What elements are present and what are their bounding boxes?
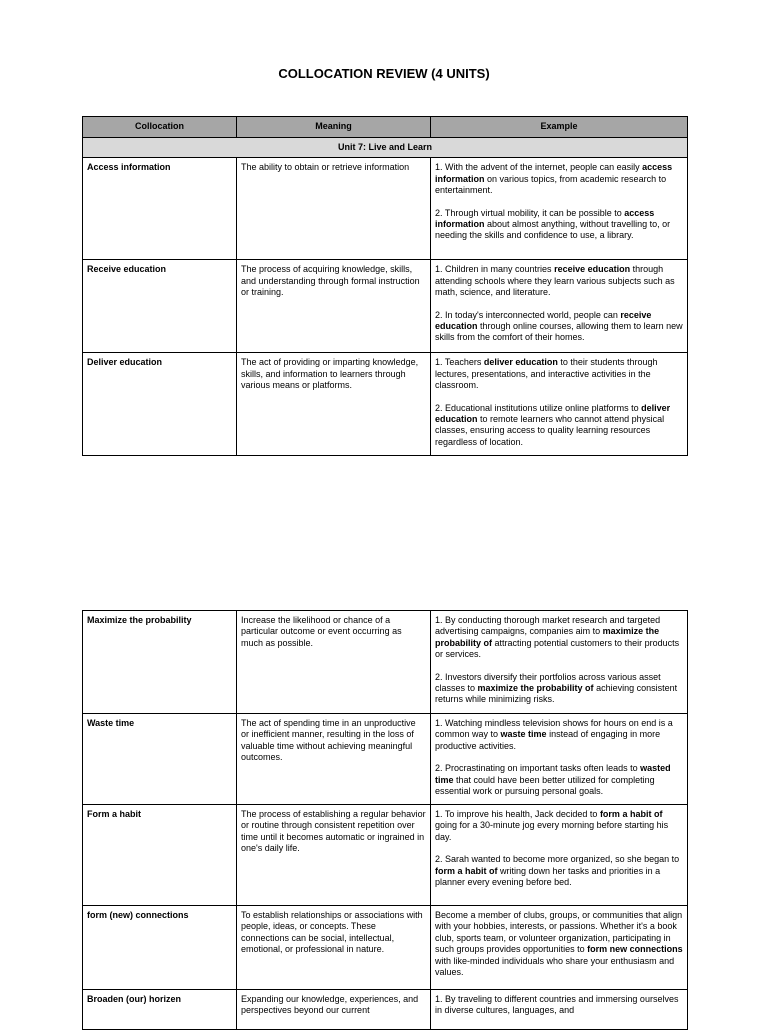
example-cell: [431, 714, 688, 805]
header-example: Example: [431, 117, 688, 138]
example-text: 1. With the advent of the internet, people can easily: [435, 162, 643, 173]
example-text: 1. To improve his health, Jack decided to: [435, 809, 600, 819]
collocation-highlight: deliver education: [435, 402, 671, 425]
example-sentence: [435, 809, 683, 843]
unit-label: Unit 7: Live and Learn: [83, 138, 688, 158]
example-text: 2. Procrastinating on important tasks often leads to: [435, 763, 641, 774]
collocation-highlight: deliver education: [483, 357, 558, 368]
example-cell: [431, 805, 688, 906]
table-row: [83, 906, 688, 990]
meaning-cell: Expanding our knowledge, experiences, and perspectives beyond our current: [237, 990, 431, 1030]
collocation-highlight: form new connections: [587, 944, 683, 955]
collocation-highlight: maximize the probability of: [435, 626, 660, 648]
example-text: through attending schools where they learn various subjects such as math, science, and literature.: [435, 264, 675, 298]
meaning-cell: The process of establishing a regular behavior or routine through consistent repetition over time until it becomes automatic or ingrained in one's daily life.: [237, 805, 431, 906]
example-cell: [431, 158, 688, 260]
collocation-highlight: access information: [435, 207, 655, 230]
example-text: writing down her tasks and priorities in a planner every evening before bed.: [435, 865, 661, 888]
table-row: [83, 353, 688, 456]
example-cell: [431, 260, 688, 353]
collocation-cell: Form a habit: [83, 805, 237, 906]
collocation-highlight: receive education: [435, 309, 652, 332]
meaning-cell: The process of acquiring knowledge, skills, and understanding through formal instruction or training.: [237, 260, 431, 353]
example-sentence: [435, 615, 683, 661]
collocation-table: [82, 116, 688, 456]
example-text: to their students through lectures, presentations, and interactive activities in the classroom.: [435, 357, 658, 391]
collocation-table-continued: [82, 610, 688, 1030]
collocation-cell: Deliver education: [83, 353, 237, 456]
example-sentence: [435, 763, 683, 797]
collocation-highlight: form a habit of: [599, 809, 663, 819]
collocation-cell: Access information: [83, 158, 237, 260]
meaning-cell: The act of providing or imparting knowledge, skills, and information to learners through various means or platforms.: [237, 353, 431, 456]
example-text: with like-minded individuals who share your enthusiasm and values.: [435, 955, 675, 978]
example-sentence: [435, 718, 683, 752]
example-cell: [431, 353, 688, 456]
example-cell: [431, 611, 688, 714]
example-text: 1. By conducting thorough market research and targeted advertising campaigns, companies aim to: [435, 615, 661, 637]
example-text: 2. Through virtual mobility, it can be possible to: [435, 207, 625, 218]
example-text: on various topics, from academic research to entertainment.: [435, 173, 667, 196]
page-title: COLLOCATION REVIEW (4 UNITS): [278, 66, 490, 81]
meaning-cell: The act of spending time in an unproductive or inefficient manner, resulting in the loss of valuable time without achieving meaningful outcomes.: [237, 714, 431, 805]
table-row: [83, 611, 688, 714]
collocation-highlight: receive education: [554, 264, 631, 275]
example-text: that could have been better utilized for completing essential work or pursuing personal goals.: [435, 774, 655, 797]
example-text: to remote learners who cannot attend physical classes, ensuring access to quality learning resources regardless of location.: [435, 414, 665, 447]
collocation-highlight: waste time: [500, 729, 547, 740]
collocation-highlight: form a habit of: [435, 865, 498, 876]
example-sentence: [435, 994, 683, 1017]
example-text: 1. By traveling to different countries and immersing ourselves in diverse cultures, languages, and: [435, 994, 679, 1016]
table-row: [83, 805, 688, 906]
example-sentence: [435, 310, 683, 344]
example-sentence: [435, 357, 683, 391]
table-row: [83, 158, 688, 260]
header-meaning: Meaning: [237, 117, 431, 138]
example-text: Become a member of clubs, groups, or communities that align with your hobbies, interests, or passions. Whether it's a book club, sports team, or volunteer organization, participating in such groups provides opportunities to: [435, 910, 683, 955]
example-cell: [431, 906, 688, 990]
collocation-cell: Receive education: [83, 260, 237, 353]
collocation-highlight: wasted time: [435, 763, 671, 785]
example-text: 1. Watching mindless television shows for hours on end is a common way to: [435, 718, 673, 740]
example-text: 2. In today's interconnected world, people can: [435, 309, 621, 320]
example-text: about almost anything, without travelling to, or needing the skills and confidence to use, a library.: [435, 219, 671, 241]
collocation-cell: Broaden (our) horizen: [83, 990, 237, 1030]
header-collocation: Collocation: [83, 117, 237, 138]
example-sentence: [435, 208, 683, 242]
example-sentence: [435, 403, 683, 449]
example-text: attracting potential customers to their products or services.: [435, 637, 680, 660]
example-sentence: [435, 264, 683, 298]
table-header-row: [83, 117, 688, 138]
meaning-cell: The ability to obtain or retrieve information: [237, 158, 431, 260]
example-text: 2. Educational institutions utilize online platforms to: [435, 402, 642, 413]
meaning-cell: To establish relationships or associations with people, ideas, or concepts. These connections can be social, intellectual, emotional, or professional in nature.: [237, 906, 431, 990]
example-text: through online courses, allowing them to learn new skills from the comfort of their homes.: [435, 321, 683, 343]
example-text: 1. Children in many countries: [435, 264, 555, 275]
example-text: achieving consistent returns while minimizing risks.: [435, 683, 678, 705]
example-sentence: [435, 162, 683, 196]
collocation-cell: form (new) connections: [83, 906, 237, 990]
table-row: [83, 714, 688, 805]
collocation-cell: Waste time: [83, 714, 237, 805]
example-text: 2. Investors diversify their portfolios across various asset classes to: [435, 671, 661, 694]
example-sentence: [435, 910, 683, 978]
meaning-cell: Increase the likelihood or chance of a particular outcome or event occurring as much as possible.: [237, 611, 431, 714]
example-text: 2. Sarah wanted to become more organized, so she began to: [435, 854, 680, 865]
collocation-highlight: maximize the probability of: [477, 683, 594, 694]
example-text: going for a 30-minute jog every morning before starting his day.: [435, 820, 669, 842]
collocation-highlight: access information: [435, 162, 673, 184]
example-text: 1. Teachers: [435, 357, 484, 368]
table-row: [83, 260, 688, 353]
unit-row: [83, 138, 688, 158]
example-sentence: [435, 854, 683, 888]
example-sentence: [435, 672, 683, 706]
example-text: instead of engaging in more productive activities.: [435, 729, 661, 751]
collocation-cell: Maximize the probability: [83, 611, 237, 714]
